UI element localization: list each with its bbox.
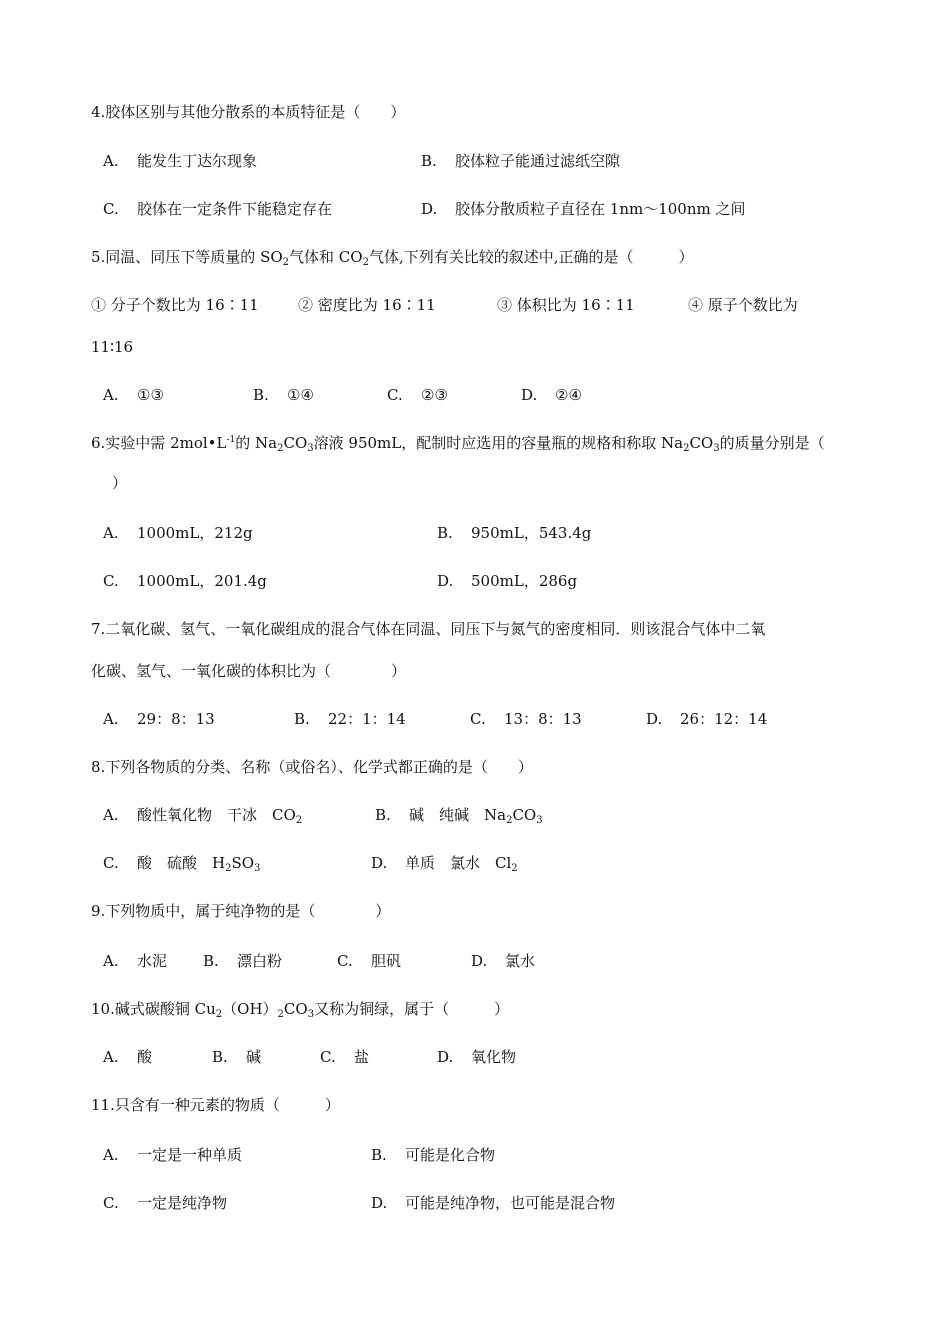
q5-option-d: D. ②④: [521, 386, 582, 404]
q4-option-b: B. 胶体粒子能通过滤纸空隙: [421, 152, 621, 170]
q7-stem-cont: 化碳、氢气、一氧化碳的体积比为（ ）: [91, 662, 407, 680]
q5-statement-4-cont: 11∶16: [91, 338, 134, 356]
q10-stem: 10.碱式碳酸铜 $Cu_2(OH)_2CO_3$又称为铜绿，属于（ ）: [91, 1000, 510, 1020]
q10-option-b: B. 碱: [212, 1048, 262, 1066]
q10-option-a: A. 酸: [103, 1048, 153, 1066]
q9-stem: 9.下列物质中，属于纯净物的是（ ）: [91, 902, 391, 920]
q5-stem: 5.同温、同压下等质量的 $SO_2$气体和 $CO_2$气体,下列有关比较的叙述中,正确的是（ ）: [91, 248, 694, 268]
q5-option-a: A. ①③: [103, 386, 164, 404]
q9-option-c: C. 胆矾: [337, 952, 402, 970]
q5-statement-1: ① 分子个数比为 16∶11: [91, 296, 259, 314]
q7-option-d: D. 26：12：14: [646, 710, 768, 728]
q10-option-c: C. 盐: [320, 1048, 370, 1066]
q5-option-b: B. ①④: [253, 386, 314, 404]
q4-option-d: D. 胶体分散质粒子直径在 1nm～100nm 之间: [421, 200, 746, 218]
q9-option-b: B. 漂白粉: [203, 952, 283, 970]
q11-option-d: D. 可能是纯净物，也可能是混合物: [371, 1194, 616, 1212]
q4-option-c: C. 胶体在一定条件下能稳定存在: [103, 200, 333, 218]
q8-stem: 8.下列各物质的分类、名称（或俗名）、化学式都正确的是（ ）: [91, 758, 533, 776]
q5-statement-3: ③ 体积比为 16∶11: [497, 296, 635, 314]
q6-option-d: D. 500mL，286g: [437, 572, 578, 590]
q4-option-a: A. 能发生丁达尔现象: [103, 152, 258, 170]
q8-option-b: B. 碱 纯碱 $Na_2CO_3$: [375, 806, 543, 826]
q6-option-c: C. 1000mL，201.4g: [103, 572, 267, 590]
q6-stem: 6.实验中需 $2mol•L^{-1}$的 $Na_2CO_3$溶液 950mL，配制时应选用的容量瓶的规格和称取 $Na_2CO_3$的质量分别是（: [91, 434, 825, 454]
q8-option-c: C. 酸 硫酸 $H_2SO_3$: [103, 854, 261, 874]
q9-option-a: A. 水泥: [103, 952, 168, 970]
q8-option-a: A. 酸性氧化物 干冰 $CO_2$: [103, 806, 303, 826]
q6-stem-cont: ）: [112, 474, 128, 492]
q5-statement-2: ② 密度比为 16∶11: [298, 296, 436, 314]
q5-option-c: C. ②③: [387, 386, 448, 404]
q7-option-a: A. 29：8：13: [103, 710, 215, 728]
q7-option-c: C. 13：8：13: [470, 710, 582, 728]
q9-option-d: D. 氯水: [471, 952, 536, 970]
q5-statement-4: ④ 原子个数比为: [688, 296, 798, 314]
q8-option-d: D. 单质 氯水 $Cl_2$: [371, 854, 518, 874]
q11-option-a: A. 一定是一种单质: [103, 1146, 243, 1164]
q6-option-b: B. 950mL，543.4g: [437, 524, 592, 542]
q11-option-c: C. 一定是纯净物: [103, 1194, 228, 1212]
q11-stem: 11.只含有一种元素的物质（ ）: [91, 1096, 340, 1114]
q7-stem: 7.二氧化碳、氢气、一氧化碳组成的混合气体在同温、同压下与氮气的密度相同．则该混合气体中二氧: [91, 620, 766, 638]
q11-option-b: B. 可能是化合物: [371, 1146, 496, 1164]
q6-option-a: A. 1000mL，212g: [103, 524, 253, 542]
q4-stem: 4.胶体区别与其他分散系的本质特征是（ ）: [91, 103, 406, 121]
q7-option-b: B. 22：1：14: [294, 710, 406, 728]
q10-option-d: D. 氧化物: [437, 1048, 517, 1066]
